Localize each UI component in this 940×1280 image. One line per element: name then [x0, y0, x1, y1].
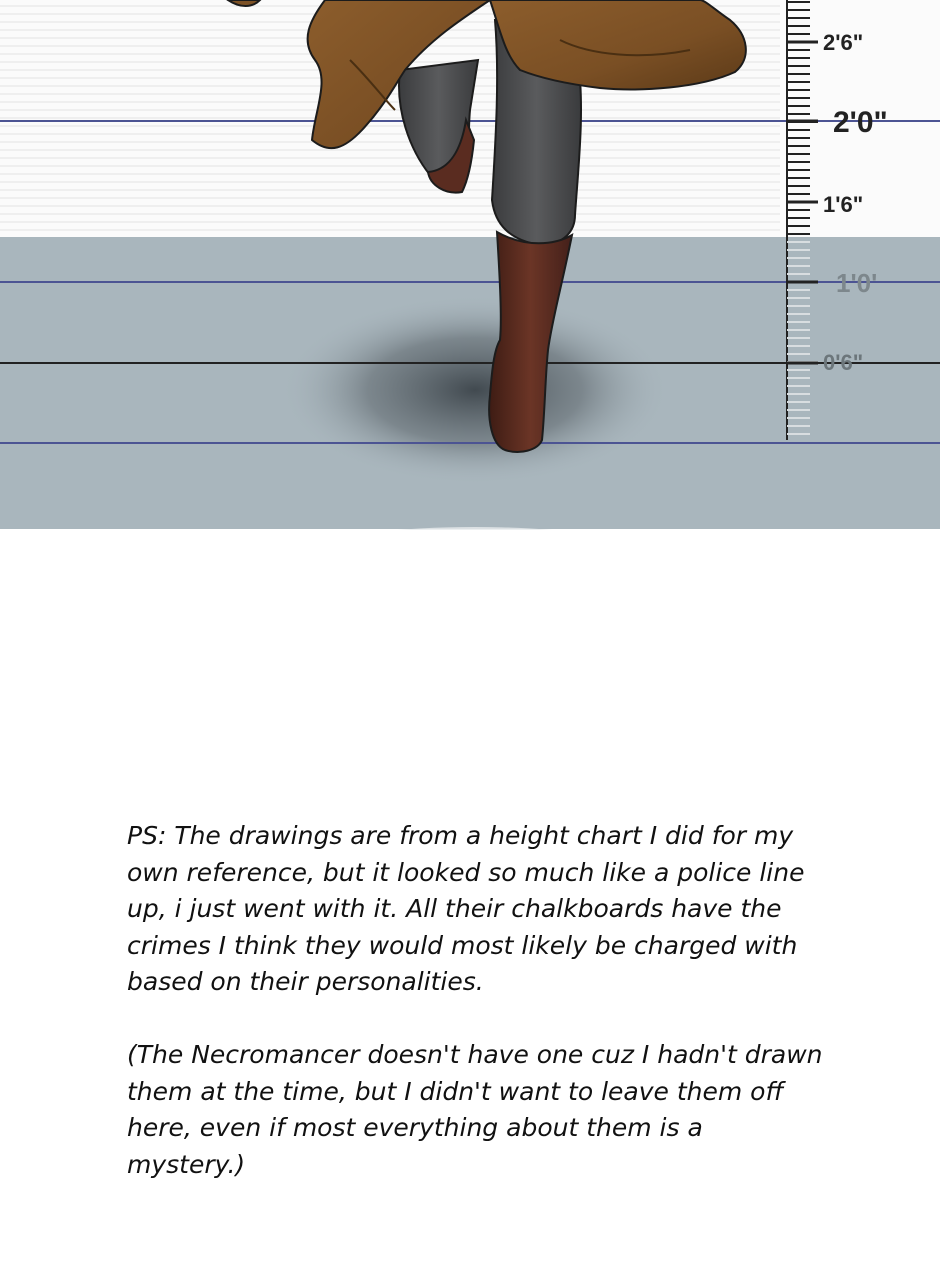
floor-shadow — [280, 295, 670, 485]
caption-text — [127, 818, 827, 1183]
ruler-mark-6in: 0'6" — [823, 350, 864, 375]
height-chart-drawing — [0, 0, 940, 530]
ruler-mark-2ft6: 2'6" — [823, 30, 864, 55]
ruler-mark-1ft6: 1'6" — [823, 192, 864, 217]
lineup-illustration — [0, 0, 940, 530]
ruler-mark-2ft: 2'0" — [833, 106, 888, 139]
caption-paragraph-2: (The Necromancer doesn't have one cuz I hadn't drawn them at the time, but I didn't want to leave them off here, even if most everything about them is a mystery.) — [127, 1040, 823, 1179]
ruler-mark-1ft: 1'0' — [836, 268, 878, 298]
caption-paragraph-1: PS: The drawings are from a height chart I did for my own reference, but it looked so much like a police line up, i just went with it. All their chalkboards have the crimes I think they would most likely be charged with based on their personalities. — [127, 821, 805, 996]
